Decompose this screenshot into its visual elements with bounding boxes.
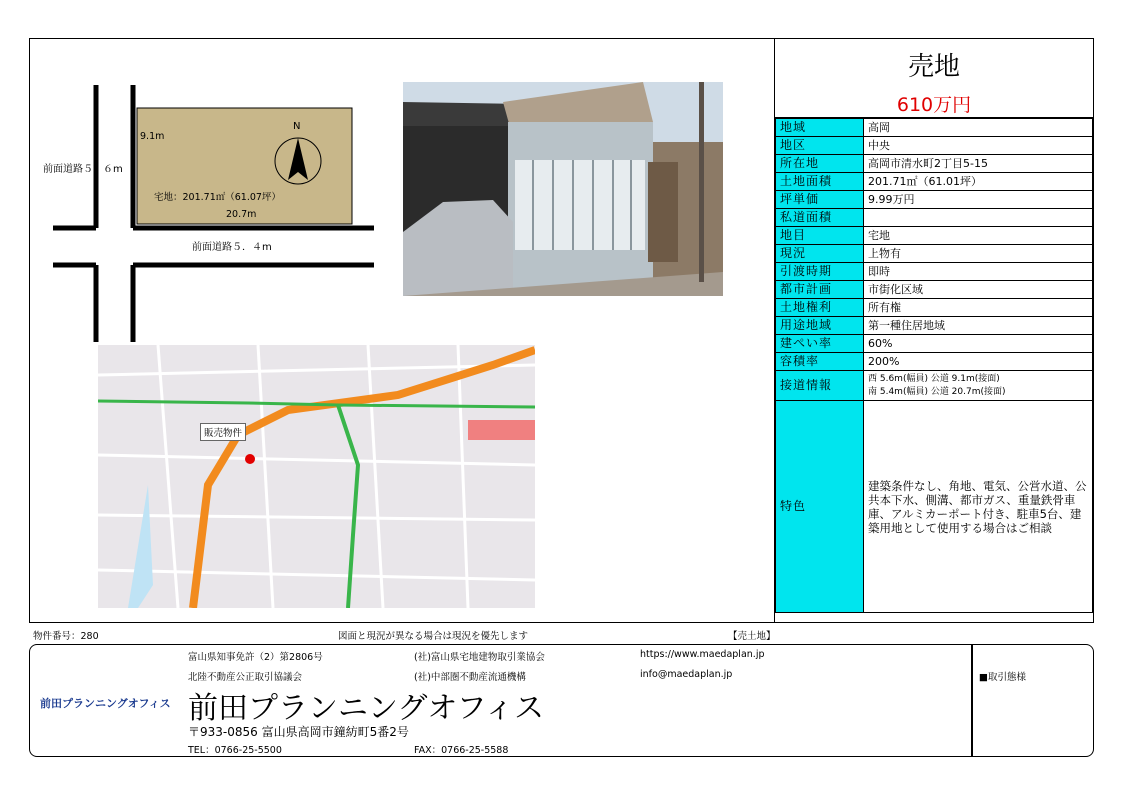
lot-area-label: 宅地：201.71㎡（61.07坪） (154, 192, 281, 203)
category-label: 【売土地】 (728, 631, 776, 642)
association-2: (社)富山県宅地建物取引業協会 (414, 652, 545, 663)
agent-box (971, 645, 973, 756)
website-link[interactable]: https://www.maedaplan.jp (640, 649, 765, 660)
page-title: 売地 (907, 52, 960, 82)
lot-shape (137, 108, 352, 224)
property-info-table (775, 118, 1093, 613)
info-value: 宅地 (864, 227, 1093, 245)
info-row (776, 137, 1093, 155)
road-info-line1: 西 5.6m(幅員) 公道 9.1m(接面) (868, 373, 1000, 384)
info-key: 用途地域 (776, 317, 864, 335)
info-value: 市街化区域 (864, 281, 1093, 299)
info-row (776, 317, 1093, 335)
info-key: 容積率 (776, 353, 864, 371)
area-map-image (98, 345, 535, 608)
road-south-label: 前面道路５．４m (192, 242, 272, 253)
info-row-road (776, 371, 1093, 401)
info-value: 高岡市清水町2丁目5-15 (864, 155, 1093, 173)
road-info-line2: 南 5.4m(幅員) 公道 20.7m(接面) (868, 386, 1006, 397)
info-key: 建ぺい率 (776, 335, 864, 353)
info-key: 地区 (776, 137, 864, 155)
info-row (776, 191, 1093, 209)
info-value: 上物有 (864, 245, 1093, 263)
info-key: 接道情報 (776, 371, 864, 401)
info-row (776, 299, 1093, 317)
info-value: 即時 (864, 263, 1093, 281)
features-text: 建築条件なし、角地、電気、公営水道、公共本下水、側溝、都市ガス、重量鉄骨車庫、アルミカーポート付き、駐車5台、建築用地として使用する場合はご相談 (864, 401, 1093, 613)
price: 610万円 (896, 94, 972, 116)
company-footer (29, 644, 1094, 757)
info-value: 中央 (864, 137, 1093, 155)
info-value: 所有権 (864, 299, 1093, 317)
license-text: 富山県知事免許（2）第2806号 (188, 652, 323, 663)
info-key: 特色 (776, 401, 864, 613)
info-row (776, 281, 1093, 299)
company-address: 〒933-0856 富山県高岡市鐘紡町5番2号 (188, 725, 409, 739)
info-row (776, 119, 1093, 137)
association-3: (社)中部圏不動産流通機構 (414, 672, 526, 683)
frontage-west-label: 9.1m (140, 131, 165, 142)
info-value: 第一種住居地域 (864, 317, 1093, 335)
info-row (776, 335, 1093, 353)
site-photo (403, 82, 723, 296)
info-key: 土地権利 (776, 299, 864, 317)
info-key: 現況 (776, 245, 864, 263)
north-label: N (293, 121, 301, 132)
info-panel (774, 38, 1094, 623)
association-1: 北陸不動産公正取引協議会 (188, 672, 303, 683)
info-value: 200% (864, 353, 1093, 371)
company-name-small: 前田プランニングオフィス (40, 697, 171, 710)
company-fax: FAX：0766-25-5588 (414, 745, 509, 756)
info-row-features (776, 401, 1093, 613)
email-link[interactable]: info@maedaplan.jp (640, 669, 733, 680)
info-value: 高岡 (864, 119, 1093, 137)
info-key: 地域 (776, 119, 864, 137)
plot-diagram (29, 40, 389, 350)
site-photo-image (403, 82, 723, 296)
info-row (776, 173, 1093, 191)
map-marker-label: 販売物件 (200, 423, 246, 441)
info-key: 地目 (776, 227, 864, 245)
notice-text: 図面と現況が異なる場合は現況を優先します (338, 631, 529, 642)
info-row (776, 353, 1093, 371)
info-row (776, 227, 1093, 245)
frontage-south-label: 20.7m (226, 209, 257, 220)
info-value: 60% (864, 335, 1093, 353)
info-key: 都市計画 (776, 281, 864, 299)
info-value: 9.99万円 (864, 191, 1093, 209)
info-row (776, 245, 1093, 263)
road-west-label: 前面道路５．６m (43, 164, 123, 175)
info-value: 201.71㎡（61.01坪） (864, 173, 1093, 191)
info-row (776, 209, 1093, 227)
area-map[interactable] (98, 345, 535, 608)
info-row (776, 263, 1093, 281)
info-value (864, 209, 1093, 227)
info-key: 私道面積 (776, 209, 864, 227)
title-box (775, 38, 1093, 118)
company-tel: TEL：0766-25-5500 (188, 745, 282, 756)
info-row (776, 155, 1093, 173)
agent-label: ■取引態様 (979, 672, 1026, 683)
company-name-large: 前田プランニングオフィス (188, 691, 545, 726)
info-key: 坪単価 (776, 191, 864, 209)
property-number: 物件番号：280 (33, 631, 99, 642)
info-key: 引渡時期 (776, 263, 864, 281)
info-key: 所在地 (776, 155, 864, 173)
info-key: 土地面積 (776, 173, 864, 191)
info-value (864, 371, 1093, 401)
